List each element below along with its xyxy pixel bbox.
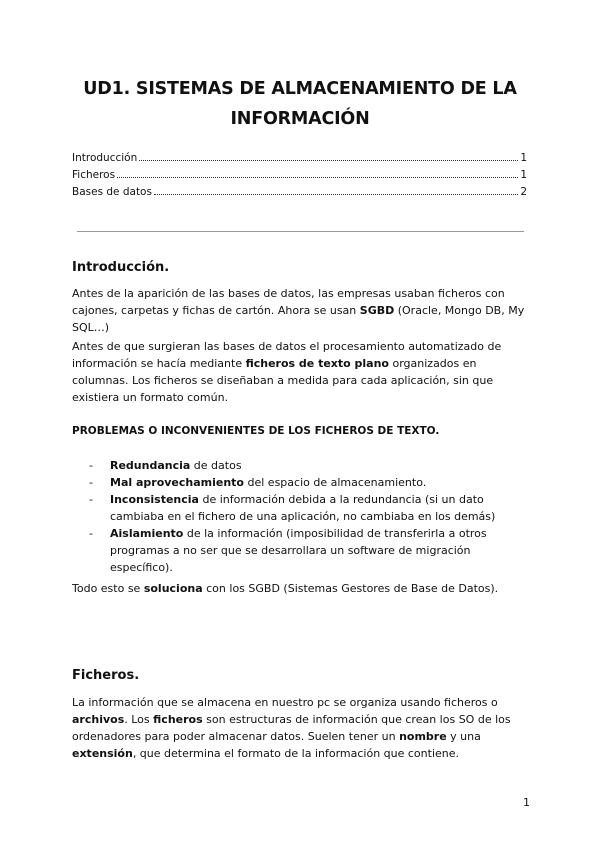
bullet-dash: - (89, 493, 93, 506)
problems-heading: PROBLEMAS O INCONVENIENTES DE LOS FICHEROS DE TEXTO. (72, 425, 440, 437)
toc-label[interactable]: Introducción (72, 152, 138, 164)
horizontal-divider (77, 231, 524, 232)
toc-page-number[interactable]: 1 (520, 169, 527, 181)
list-item: - Redundancia de datos (89, 459, 242, 472)
toc-label[interactable]: Ficheros (72, 169, 116, 181)
table-of-contents (72, 152, 527, 203)
title-line-1: UD1. SISTEMAS DE ALMACENAMIENTO DE LA (83, 79, 517, 99)
intro-paragraph-2: Antes de que surgieran las bases de datos el procesamiento automatizado de información se hacía mediante ficheros de texto plano organizados en columnas. Los ficheros se diseñaban a medida para cada aplicación, sin que existiera un formato común. (72, 340, 502, 404)
ficheros-paragraph: La información que se almacena en nuestro pc se organiza usando ficheros o archivos. Los ficheros son estructuras de información que crean los SO de los ordenadores para poder almacenar datos. Suelen tener un nombre y una extensión, que determina el formato de la información que contiene. (72, 696, 511, 760)
bullet-dash: - (89, 476, 93, 489)
section-heading-ficheros: Ficheros. (72, 668, 140, 683)
document-title (60, 74, 540, 134)
toc-page-number[interactable]: 2 (520, 186, 527, 198)
toc-entry-ficheros[interactable] (72, 169, 527, 186)
toc-entry-introduccion[interactable] (72, 152, 527, 169)
toc-label[interactable]: Bases de datos (72, 186, 152, 198)
problems-list (72, 457, 532, 576)
section-heading-introduccion: Introducción. (72, 260, 170, 275)
intro-paragraph-1: Antes de la aparición de las bases de datos, las empresas usaban ficheros con cajones, carpetas y fichas de cartón. Ahora se usan SGBD (Oracle, Mongo DB, My SQL…) (72, 287, 525, 334)
toc-page-number[interactable]: 1 (520, 152, 527, 164)
conclusion-paragraph: Todo esto se soluciona con los SGBD (Sistemas Gestores de Base de Datos). (72, 582, 499, 595)
toc-leader (139, 160, 518, 161)
title-line-2: INFORMACIÓN (230, 109, 370, 129)
toc-entry-bases-de-datos[interactable] (72, 186, 527, 203)
list-item: - Aislamiento de la información (imposibilidad de transferirla a otros programas a no ser que se desarrollara un software de migración específico). (89, 527, 487, 574)
bullet-dash: - (89, 527, 93, 540)
page-number: 1 (523, 796, 530, 809)
toc-leader (154, 194, 518, 195)
list-item: - Mal aprovechamiento del espacio de almacenamiento. (89, 476, 427, 489)
list-item: - Inconsistencia de información debida a la redundancia (si un dato cambiaba en el fichero de una aplicación, no cambiaba en los demás) (89, 493, 496, 523)
bullet-dash: - (89, 459, 93, 472)
toc-leader (117, 177, 518, 178)
